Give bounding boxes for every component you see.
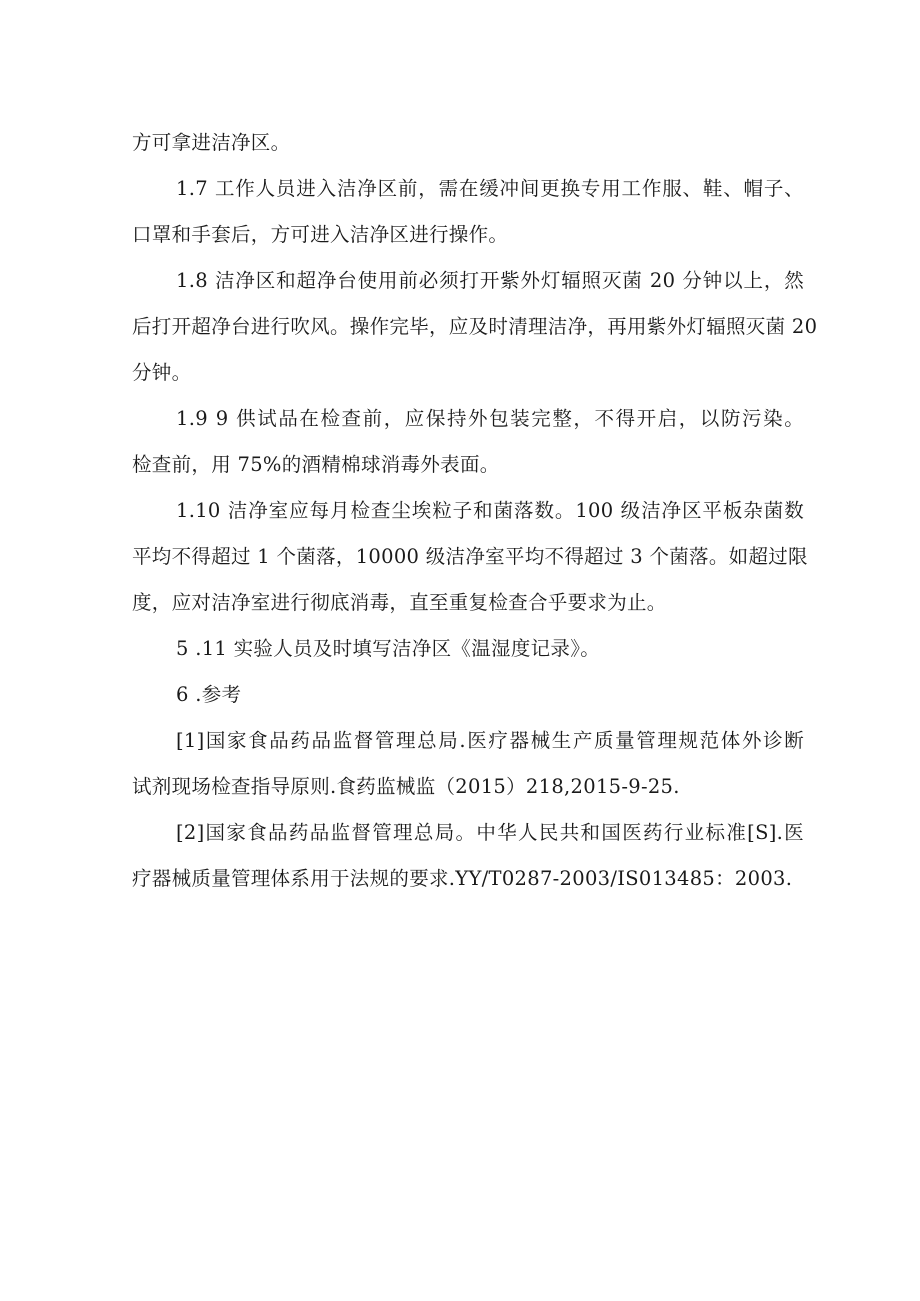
paragraph-1-10 bbox=[132, 488, 808, 626]
text-line: 5 .11 实验人员及时填写洁净区《温湿度记录》。 bbox=[176, 637, 601, 660]
text-line: 分钟。 bbox=[132, 361, 192, 384]
text-line: 度，应对洁净室进行彻底消毒，直至重复检查合乎要求为止。 bbox=[132, 591, 667, 614]
paragraph-continuation bbox=[132, 120, 804, 166]
text-line: 疗器械质量管理体系用于法规的要求.YY/T0287-2003/IS013485：2003. bbox=[132, 867, 793, 890]
text-line: 检查前，用 75%的酒精棉球消毒外表面。 bbox=[132, 453, 500, 476]
paragraph-1-9 bbox=[132, 396, 804, 488]
text-line: 1.7 工作人员进入洁净区前，需在缓冲间更换专用工作服、鞋、帽子、 bbox=[176, 177, 804, 200]
text-line: 6 .参考 bbox=[176, 683, 242, 706]
text-line: 口罩和手套后，方可进入洁净区进行操作。 bbox=[132, 223, 509, 246]
text-line: [2]国家食品药品监督管理总局。中华人民共和国医药行业标准[S].医 bbox=[176, 821, 804, 844]
document-body bbox=[132, 120, 818, 902]
text-line: 后打开超净台进行吹风。操作完毕，应及时清理洁净，再用紫外灯辐照灭菌 20 bbox=[132, 315, 818, 338]
reference-1 bbox=[132, 718, 804, 810]
text-line: 1.9 9 供试品在检查前，应保持外包装完整，不得开启，以防污染。 bbox=[176, 407, 804, 430]
text-line: 试剂现场检查指导原则.食药监械监（2015）218,2015-9-25. bbox=[132, 775, 680, 798]
section-heading-references bbox=[132, 672, 804, 718]
text-line: 平均不得超过 1 个菌落，10000 级洁净室平均不得超过 3 个菌落。如超过限 bbox=[132, 545, 808, 568]
text-line: 方可拿进洁净区。 bbox=[132, 131, 291, 154]
text-line: 1.8 洁净区和超净台使用前必须打开紫外灯辐照灭菌 20 分钟以上，然 bbox=[176, 269, 804, 292]
text-line: 1.10 洁净室应每月检查尘埃粒子和菌落数。100 级洁净区平板杂菌数 bbox=[176, 499, 804, 522]
paragraph-1-7 bbox=[132, 166, 804, 258]
text-line: [1]国家食品药品监督管理总局.医疗器械生产质量管理规范体外诊断 bbox=[176, 729, 804, 752]
paragraph-5-11 bbox=[132, 626, 804, 672]
paragraph-1-8 bbox=[132, 258, 818, 396]
reference-2 bbox=[132, 810, 804, 902]
